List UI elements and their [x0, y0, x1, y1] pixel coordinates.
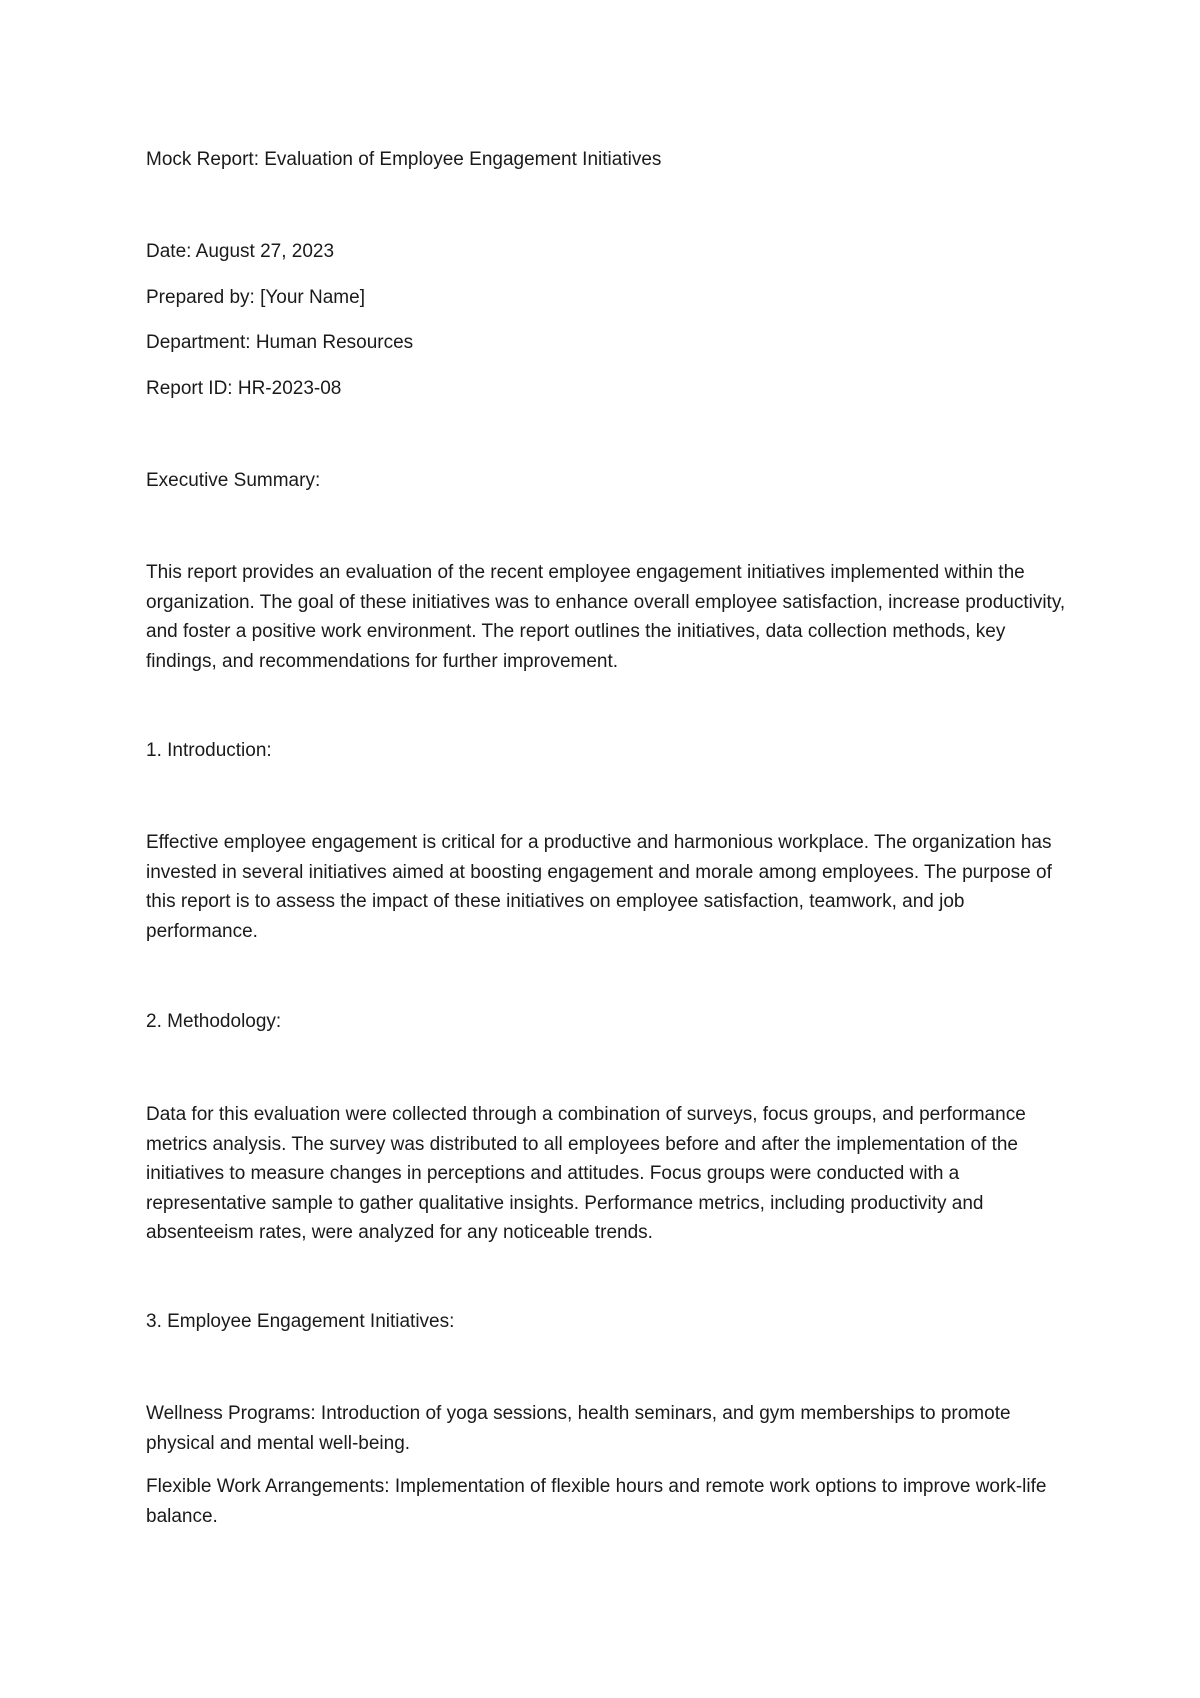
- executive-summary-body: [146, 558, 1066, 676]
- introduction-text: Effective employee engagement is critical for a productive and harmonious workplace. The organization has invested in several initiatives aimed at boosting engagement and morale among employees. The purpose of this report is to assess the impact of these initiatives on employee satisfaction, teamwork, and job performance.: [146, 832, 1052, 942]
- initiatives-list: [146, 1399, 1066, 1531]
- methodology-body: [146, 1100, 1066, 1248]
- methodology-text: Data for this evaluation were collected through a combination of surveys, focus groups, and performance metrics analysis. The survey was distributed to all employees before and after the implementation of the initiatives to measure changes in perceptions and attitudes. Focus groups were conducted with a representative sample to gather qualitative insights. Performance metrics, including productivity and absenteeism rates, were analyzed for any noticeable trends.: [146, 1104, 1026, 1243]
- initiatives-heading: 3. Employee Engagement Initiatives:: [146, 1311, 455, 1332]
- initiative-item-flexible-work: Flexible Work Arrangements: Implementation of flexible hours and remote work options to improve work-life balance.: [146, 1476, 1047, 1527]
- report-id: Report ID: HR-2023-08: [146, 378, 342, 399]
- report-department: Department: Human Resources: [146, 332, 414, 353]
- executive-summary-text: This report provides an evaluation of the recent employee engagement initiatives implemented within the organization. The goal of these initiatives was to enhance overall employee satisfaction, increase productivity, and foster a positive work environment. The report outlines the initiatives, data collection methods, key findings, and recommendations for further improvement.: [146, 562, 1066, 672]
- methodology-heading: 2. Methodology:: [146, 1011, 282, 1032]
- report-date: Date: August 27, 2023: [146, 241, 335, 262]
- initiative-item-wellness: Wellness Programs: Introduction of yoga sessions, health seminars, and gym memberships to promote physical and mental well-being.: [146, 1403, 1011, 1454]
- introduction-heading: 1. Introduction:: [146, 740, 272, 761]
- report-prepared-by: Prepared by: [Your Name]: [146, 287, 365, 308]
- introduction-body: [146, 828, 1066, 946]
- report-title: Mock Report: Evaluation of Employee Engagement Initiatives: [146, 149, 662, 170]
- executive-summary-heading: Executive Summary:: [146, 470, 321, 491]
